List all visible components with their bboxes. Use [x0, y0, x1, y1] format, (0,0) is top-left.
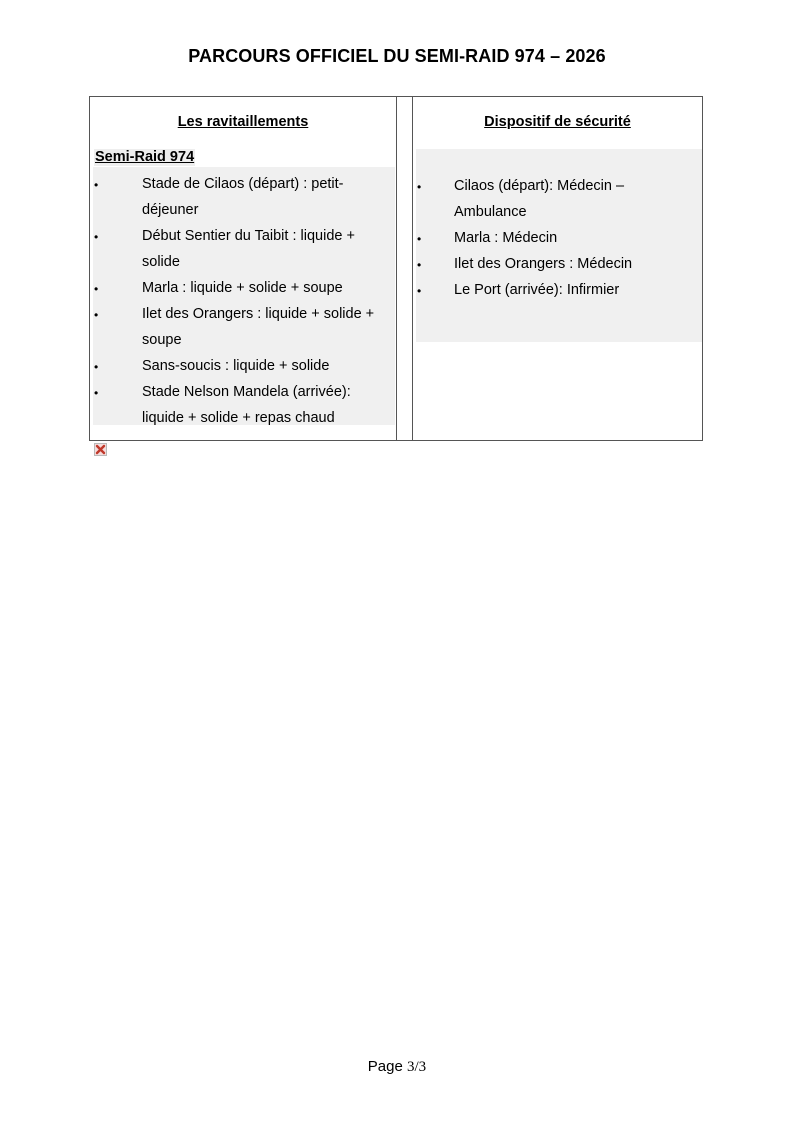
- refreshment-item: [94, 379, 394, 431]
- list-item-text: Marla : liquide + solide + soupe: [142, 280, 343, 296]
- list-item-text-continued: soupe: [142, 332, 182, 348]
- page-number: 3/3: [407, 1059, 427, 1075]
- right-column-header: Dispositif de sécurité: [484, 114, 631, 130]
- list-item-text: Le Port (arrivée): Infirmier: [454, 282, 620, 298]
- bullet-icon: •: [94, 308, 99, 322]
- left-column-subheading: Semi-Raid 974: [95, 149, 195, 165]
- refreshment-item: [94, 171, 394, 223]
- bullet-icon: •: [417, 258, 422, 272]
- page-label: Page: [367, 1058, 403, 1075]
- page-footer: [0, 1058, 794, 1076]
- list-item-text: Ilet des Orangers : liquide + solide +: [142, 306, 375, 322]
- column-divider-left: [396, 97, 397, 440]
- bullet-icon: •: [417, 180, 422, 194]
- bullet-icon: •: [417, 284, 422, 298]
- bullet-icon: •: [94, 178, 99, 192]
- list-item-text-continued: solide: [142, 254, 180, 270]
- list-item-text: Sans-soucis : liquide + solide: [142, 358, 330, 374]
- refreshment-item: [94, 353, 394, 379]
- list-item-text-continued: déjeuner: [142, 202, 199, 218]
- broken-image-icon: [94, 443, 107, 456]
- list-item-text: Marla : Médecin: [454, 230, 558, 246]
- column-divider-right: [412, 97, 413, 440]
- refreshment-item: [94, 301, 394, 353]
- bullet-icon: •: [417, 232, 422, 246]
- info-table: [89, 96, 703, 441]
- list-item-text: Stade Nelson Mandela (arrivée):: [142, 384, 351, 400]
- refreshment-item: [94, 275, 394, 301]
- refreshment-item: [94, 223, 394, 275]
- security-list: [417, 173, 702, 303]
- bullet-icon: •: [94, 360, 99, 374]
- security-item: [417, 225, 702, 251]
- list-item-text: Début Sentier du Taibit : liquide +: [142, 228, 355, 244]
- bullet-icon: •: [94, 230, 99, 244]
- refreshment-list: [94, 171, 394, 431]
- list-item-text: Cilaos (départ): Médecin –: [454, 178, 625, 194]
- list-item-text-continued: Ambulance: [454, 204, 527, 220]
- bullet-icon: •: [94, 386, 99, 400]
- bullet-icon: •: [94, 282, 99, 296]
- list-item-text-continued: liquide + solide + repas chaud: [142, 410, 335, 426]
- document-title: PARCOURS OFFICIEL DU SEMI-RAID 974 – 2026: [188, 46, 606, 66]
- security-item: [417, 277, 702, 303]
- security-item: [417, 173, 702, 225]
- list-item-text: Ilet des Orangers : Médecin: [454, 256, 633, 272]
- left-column-header: Les ravitaillements: [177, 114, 309, 130]
- security-item: [417, 251, 702, 277]
- list-item-text: Stade de Cilaos (départ) : petit-: [142, 176, 344, 192]
